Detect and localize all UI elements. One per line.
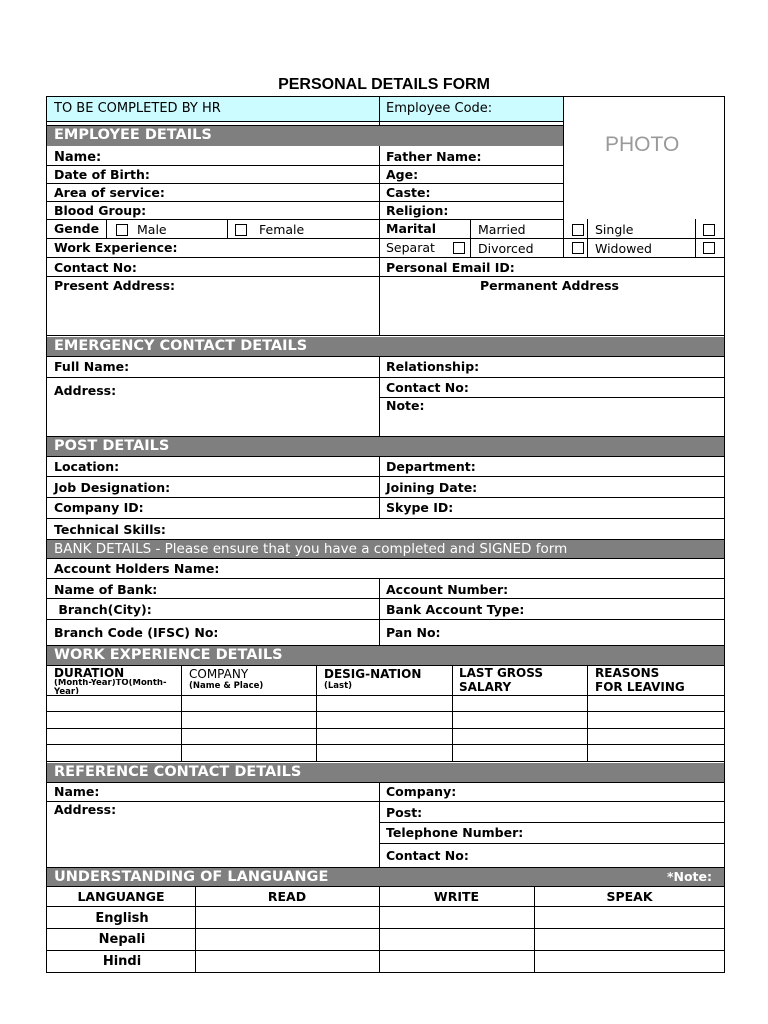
- married-checkbox[interactable]: [572, 224, 584, 236]
- write-col-header: WRITE: [433, 889, 480, 904]
- work-experience-label: Work Experience:: [54, 240, 178, 255]
- duration-header: DURATION: [54, 666, 125, 680]
- reference-header: REFERENCE CONTACT DETAILS: [47, 763, 724, 782]
- language-row-nepali: Nepali: [98, 932, 146, 947]
- male-label: Male: [137, 222, 167, 237]
- female-label: Female: [259, 222, 305, 237]
- widowed-label: Widowed: [595, 241, 652, 256]
- account-holder-label: Account Holders Name:: [54, 561, 220, 576]
- permanent-address-label: Permanent Address: [480, 278, 619, 293]
- father-name-label: Father Name:: [386, 149, 482, 164]
- bank-name-label: Name of Bank:: [54, 582, 158, 597]
- emergency-name-label: Full Name:: [54, 359, 130, 374]
- single-label: Single: [595, 222, 634, 237]
- reference-address-label: Address:: [54, 802, 117, 817]
- language-header: [47, 868, 724, 886]
- gender-label: Gende: [54, 221, 100, 236]
- reasons-header-1: REASONS: [595, 666, 660, 680]
- designation-header: DESIG-NATION: [324, 667, 422, 681]
- form-title: PERSONAL DETAILS FORM: [278, 76, 490, 93]
- language-header-title: UNDERSTANDING OF LANGUANGE: [54, 869, 329, 885]
- emergency-header: EMERGENCY CONTACT DETAILS: [47, 337, 724, 356]
- emergency-note-label: Note:: [386, 398, 425, 413]
- reasons-header-2: FOR LEAVING: [595, 680, 685, 694]
- female-checkbox[interactable]: [235, 224, 247, 236]
- emergency-contact-label: Contact No:: [386, 380, 469, 395]
- marital-label: Marital: [386, 221, 437, 236]
- widowed-checkbox[interactable]: [703, 242, 715, 254]
- employee-details-header: EMPLOYEE DETAILS: [47, 126, 563, 146]
- company-subheader: (Name & Place): [189, 681, 264, 691]
- language-row-english: English: [95, 911, 149, 926]
- separated-checkbox[interactable]: [453, 242, 465, 254]
- salary-header-2: SALARY: [459, 680, 512, 694]
- present-address-label: Present Address:: [54, 278, 176, 293]
- photo-placeholder: PHOTO: [605, 133, 680, 156]
- job-designation-label: Job Designation:: [54, 480, 171, 495]
- blood-group-label: Blood Group:: [54, 203, 147, 218]
- reference-post-label: Post:: [386, 805, 423, 820]
- religion-label: Religion:: [386, 203, 449, 218]
- branch-label: Branch(City):: [54, 602, 152, 617]
- age-label: Age:: [386, 167, 419, 182]
- account-type-label: Bank Account Type:: [386, 602, 525, 617]
- company-id-label: Company ID:: [54, 500, 144, 515]
- caste-label: Caste:: [386, 185, 431, 200]
- employee-code-label: Employee Code:: [386, 101, 493, 116]
- divorced-checkbox[interactable]: [572, 242, 584, 254]
- bank-header: BANK DETAILS - Please ensure that you have a completed and SIGNED form: [47, 540, 724, 558]
- reference-telephone-label: Telephone Number:: [386, 825, 524, 840]
- married-label: Married: [478, 222, 526, 237]
- pan-label: Pan No:: [386, 625, 441, 640]
- technical-skills-label: Technical Skills:: [54, 522, 166, 537]
- duration-subheader: (Month-Year)TO(Month-Year): [54, 679, 167, 694]
- reference-company-label: Company:: [386, 784, 457, 799]
- reference-name-label: Name:: [54, 784, 100, 799]
- skype-id-label: Skype ID:: [386, 500, 454, 515]
- work-experience-header: WORK EXPERIENCE DETAILS: [47, 646, 724, 665]
- male-checkbox[interactable]: [116, 224, 128, 236]
- department-label: Department:: [386, 459, 476, 474]
- speak-col-header: SPEAK: [606, 889, 653, 904]
- language-note: *Note:: [666, 869, 712, 884]
- joining-date-label: Joining Date:: [386, 480, 478, 495]
- account-number-label: Account Number:: [386, 582, 509, 597]
- reference-contact-label: Contact No:: [386, 848, 469, 863]
- hr-label: TO BE COMPLETED BY HR: [54, 101, 221, 116]
- contact-label: Contact No:: [54, 260, 137, 275]
- read-col-header: READ: [267, 889, 307, 904]
- language-col-header: LANGUANGE: [77, 889, 165, 904]
- company-header: COMPANY: [189, 667, 249, 681]
- dob-label: Date of Birth:: [54, 167, 150, 182]
- name-label: Name:: [54, 150, 102, 165]
- location-label: Location:: [54, 459, 120, 474]
- post-header: POST DETAILS: [47, 437, 724, 456]
- divorced-label: Divorced: [478, 241, 534, 256]
- area-label: Area of service:: [54, 185, 165, 200]
- salary-header-1: LAST GROSS: [459, 666, 543, 680]
- designation-subheader: (Last): [324, 681, 353, 691]
- relationship-label: Relationship:: [386, 359, 480, 374]
- email-label: Personal Email ID:: [386, 260, 515, 275]
- single-checkbox[interactable]: [703, 224, 715, 236]
- language-row-hindi: Hindi: [102, 954, 142, 969]
- emergency-address-label: Address:: [54, 383, 117, 398]
- separated-label: Separat: [386, 240, 435, 255]
- ifsc-label: Branch Code (IFSC) No:: [54, 625, 219, 640]
